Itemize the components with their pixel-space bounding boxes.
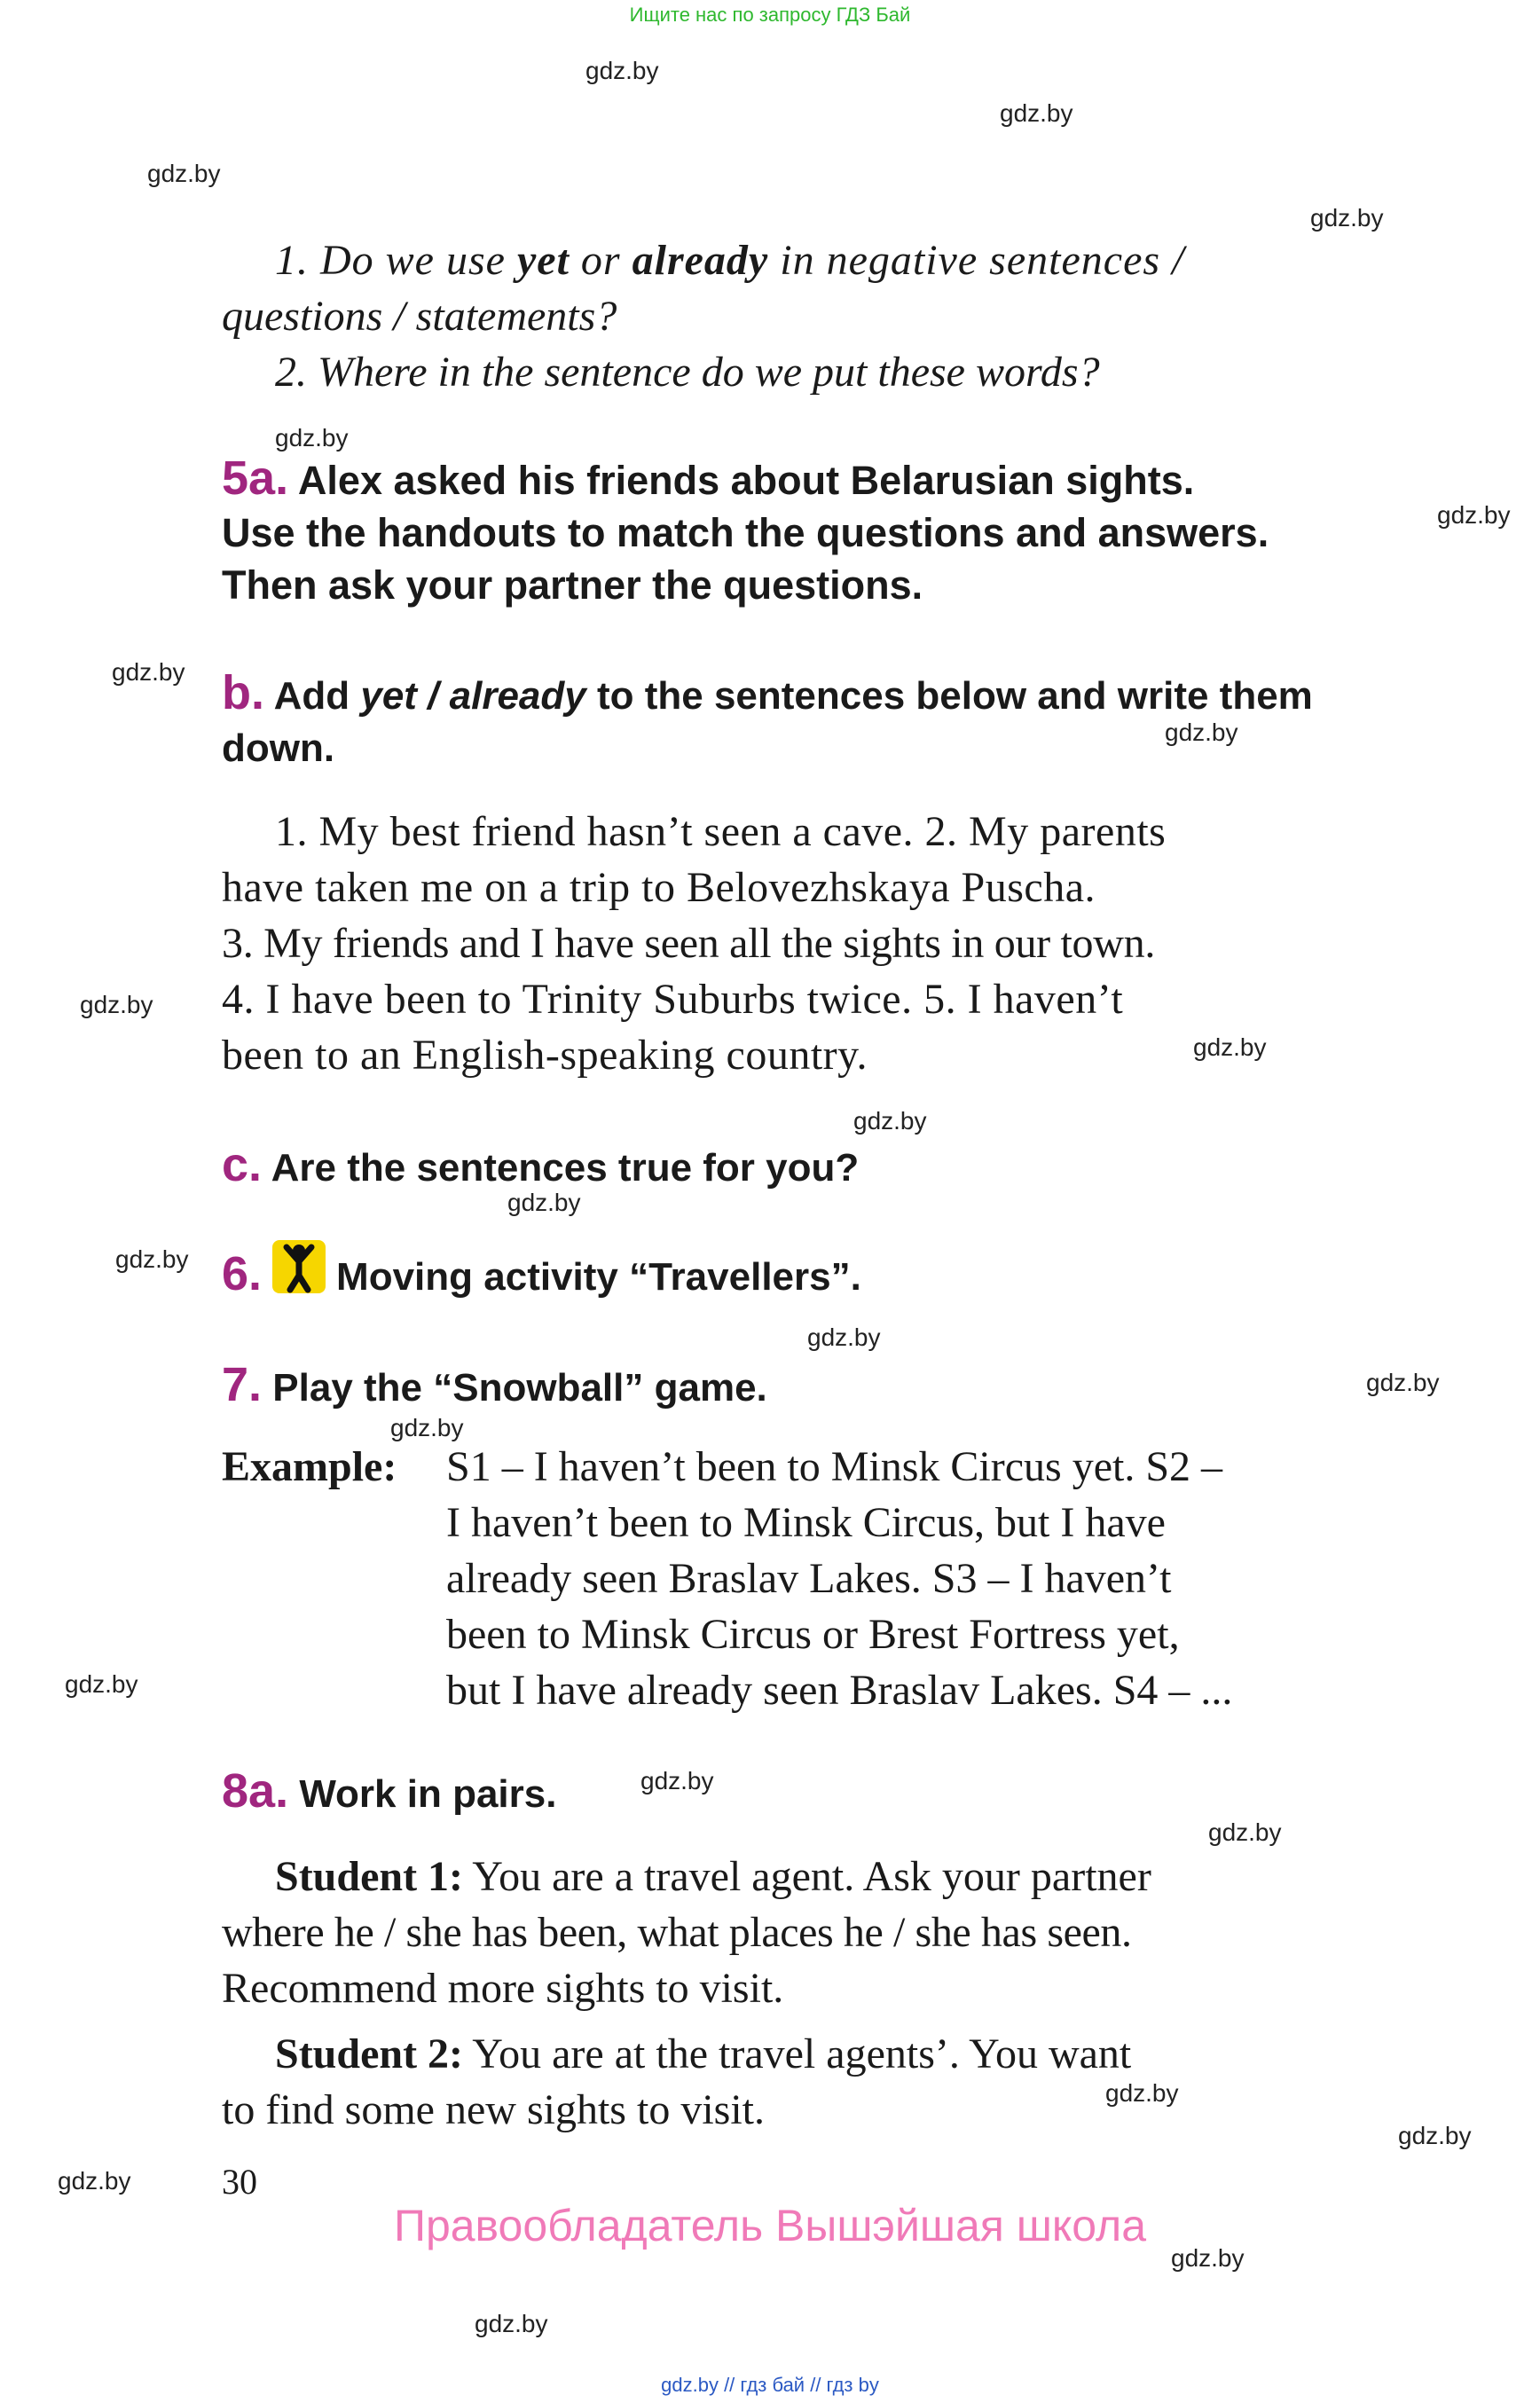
keyword-yet: yet (516, 237, 570, 284)
watermark: gdz.by (80, 991, 153, 1018)
student-2-label: Student 2: (275, 2030, 464, 2077)
exercise-7: 7. Play the “Snowball” game. (222, 1358, 767, 1411)
watermark: gdz.by (853, 1107, 927, 1135)
watermark: gdz.by (1165, 719, 1238, 746)
watermark: gdz.by (1193, 1033, 1267, 1061)
sentence-line: 1. My best friend hasn’t seen a cave. 2. My parents (275, 808, 1167, 855)
question-2: 2. Where in the sentence do we put these words? (275, 349, 1100, 396)
watermark: gdz.by (1437, 501, 1511, 529)
example-text (446, 1439, 1410, 1718)
exercise-6: 6. Moving activity “Travellers”. (222, 1240, 1410, 1303)
example-line: but I have already seen Braslav Lakes. S4 – ... (446, 1667, 1233, 1714)
student-2-role: Student 2: You are at the travel agents’. You want to find some new sights to visit. (222, 2030, 1132, 2133)
watermark: gdz.by (1000, 99, 1073, 127)
example-line: I haven’t been to Minsk Circus, but I have (446, 1499, 1166, 1546)
exercise-number: 7. (222, 1358, 263, 1411)
exercise-5c: c. Are the sentences true for you? (222, 1138, 860, 1191)
exercise-8a: 8a. Work in pairs. (222, 1764, 557, 1818)
example-line: S1 – I haven’t been to Minsk Circus yet. S2 – (446, 1443, 1223, 1490)
moving-person-icon (272, 1240, 326, 1293)
exercise-5a (222, 452, 1410, 611)
watermark: gdz.by (1366, 1369, 1440, 1396)
watermark: gdz.by (1208, 1818, 1282, 1846)
sentence-line: 4. I have been to Trinity Suburbs twice. 5. I haven’t (222, 976, 1124, 1023)
page-number: 30 (222, 2162, 257, 2202)
watermark: gdz.by (1398, 2122, 1472, 2149)
watermark: gdz.by (390, 1414, 464, 1441)
exercise-5b-sentences (222, 804, 1410, 1083)
example-label: Example: (222, 1443, 397, 1490)
sentence-line: 3. My friends and I have seen all the sights in our town. (222, 920, 1156, 967)
watermark: gdz.by (807, 1323, 881, 1351)
watermark: gdz.by (58, 2167, 131, 2195)
keyword-already: already (632, 237, 769, 284)
question-1-line: 1. Do we use yet or already in negative sentences / (275, 237, 1185, 284)
top-banner: Ищите нас по запросу ГДЗ Бай (629, 4, 911, 26)
watermark: gdz.by (640, 1767, 714, 1794)
keyword-yet-already: yet / already (360, 674, 586, 718)
exercise-number: c. (222, 1138, 263, 1191)
watermark: gdz.by (1310, 204, 1384, 232)
exercise-number: b. (222, 666, 264, 719)
sentence-line: been to an English-speaking country. (222, 1032, 868, 1079)
watermark: gdz.by (115, 1245, 189, 1273)
example-line: been to Minsk Circus or Brest Fortress yet, (446, 1611, 1180, 1658)
student-1-label: Student 1: (275, 1853, 464, 1900)
bottom-links[interactable]: gdz.by // гдз бай // гдз by (661, 2374, 879, 2396)
watermark: gdz.by (585, 57, 659, 84)
exercise-5a-line: Alex asked his friends about Belarusian sights. (297, 458, 1195, 503)
watermark: gdz.by (147, 160, 221, 187)
exercise-5b: b. Add yet / already to the sentences below and write them down. (222, 666, 1313, 770)
watermark: gdz.by (65, 1670, 138, 1698)
exercise-5a-line: Then ask your partner the questions. (222, 562, 923, 608)
student-1-role: Student 1: You are a travel agent. Ask your partner where he / she has been, what places he / she has seen. Recommend more sights to visit. (222, 1853, 1151, 2012)
watermark: gdz.by (275, 424, 349, 452)
exercise-number: 8a. (222, 1764, 289, 1818)
grammar-questions (222, 232, 1410, 400)
exercise-number: 5a. (222, 452, 289, 505)
copyright-holder: Правообладатель Вышэйшая школа (394, 2201, 1146, 2250)
exercise-number: 6. (222, 1247, 263, 1300)
sentence-line: have taken me on a trip to Belovezhskaya Puscha. (222, 864, 1096, 911)
watermark: gdz.by (1105, 2079, 1179, 2107)
example-line: already seen Braslav Lakes. S3 – I haven’t (446, 1555, 1172, 1602)
question-1-cont: questions / statements? (222, 293, 617, 340)
watermark: gdz.by (507, 1189, 581, 1216)
exercise-5a-line: Use the handouts to match the questions and answers. (222, 510, 1269, 555)
watermark: gdz.by (475, 2310, 548, 2337)
watermark: gdz.by (112, 658, 185, 686)
watermark: gdz.by (1171, 2244, 1245, 2272)
